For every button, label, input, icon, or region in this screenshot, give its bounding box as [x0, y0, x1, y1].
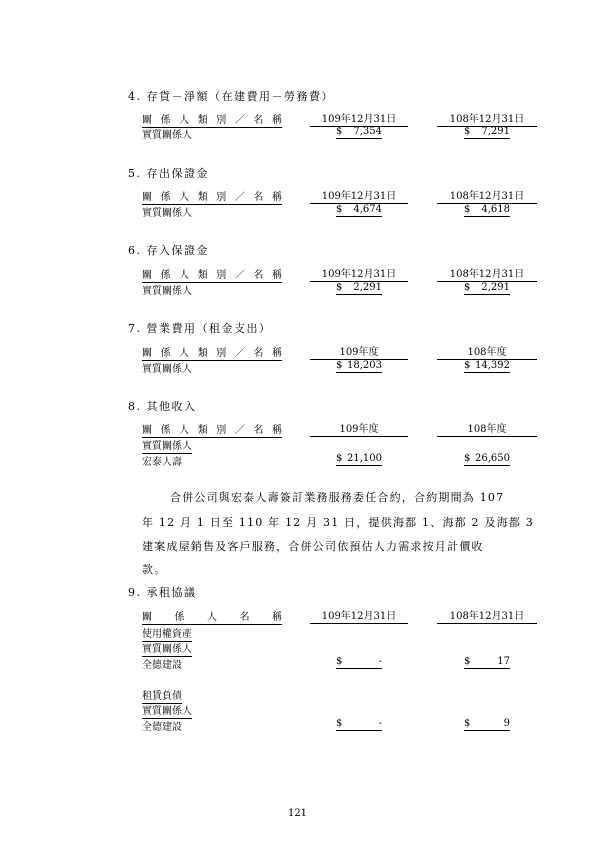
- currency-symbol: $: [464, 453, 471, 464]
- section-9-rou-value-1: [336, 656, 382, 669]
- section-9-header-label: 關係人名稱: [142, 608, 282, 625]
- section-8-paragraph-line-2: 年 12 月 1 日至 110 年 12 月 31 日，提供海都 1、海都 2 及海都 3: [142, 516, 534, 529]
- section-8-paragraph-line-1: 合併公司與宏泰人壽簽訂業務服務委任合約，合約期間為 107: [170, 491, 505, 504]
- currency-symbol: $: [336, 204, 343, 215]
- section-9-rou-row-label: 全德建設: [142, 660, 182, 671]
- section-5-value-2: [464, 204, 510, 217]
- section-4-value-2: [464, 126, 510, 139]
- section-9-rou-group-label: 實質關係人: [142, 640, 192, 657]
- section-7-value-2: [464, 360, 510, 373]
- section-6-col1-header: 109年12月31日: [310, 265, 408, 282]
- section-9-title: 9. 承租協議: [128, 586, 197, 599]
- section-9-lease-group-label: 實質關係人: [142, 702, 192, 719]
- section-5-col2-header: 108年12月31日: [437, 187, 537, 204]
- amount: -: [378, 718, 382, 729]
- section-4-col2-header: 108年12月31日: [437, 110, 537, 127]
- section-6-row-label: 實質關係人: [142, 286, 192, 297]
- section-8-title: 8. 其他收入: [128, 400, 197, 413]
- page-number: 121: [287, 808, 308, 819]
- currency-symbol: $: [464, 360, 471, 371]
- amount: 21,100: [347, 453, 382, 464]
- section-9-rou-value-2: [464, 656, 510, 669]
- currency-symbol: $: [336, 453, 343, 464]
- amount: 2,291: [353, 282, 382, 293]
- amount: 17: [497, 656, 510, 667]
- amount: 18,203: [347, 360, 382, 371]
- section-8-col2-header: 108年度: [437, 420, 537, 437]
- section-6-value-1: [336, 282, 382, 295]
- currency-symbol: $: [464, 282, 471, 293]
- section-8-col1-header: 109年度: [310, 420, 408, 437]
- amount: 7,291: [481, 126, 510, 137]
- currency-symbol: $: [336, 282, 343, 293]
- amount: -: [378, 656, 382, 667]
- section-5-header-label: 關係人類別／名稱: [142, 188, 282, 205]
- section-4-value-1: [336, 126, 382, 139]
- amount: 4,674: [353, 204, 382, 215]
- section-4-title: 4. 存貨－淨額（在建費用－勞務費）: [128, 90, 334, 103]
- amount: 9: [503, 718, 510, 729]
- section-4-col1-header: 109年12月31日: [310, 110, 408, 127]
- section-6-header-label: 關係人類別／名稱: [142, 266, 282, 283]
- section-9-col1-header: 109年12月31日: [310, 607, 408, 624]
- currency-symbol: $: [336, 360, 343, 371]
- section-7-title: 7. 營業費用（租金支出）: [128, 322, 272, 335]
- section-9-col2-header: 108年12月31日: [437, 607, 537, 624]
- amount: 26,650: [475, 453, 510, 464]
- currency-symbol: $: [464, 718, 471, 729]
- section-8-paragraph-line-3: 建案成屋銷售及客戶服務，合併公司依預估人力需求按月計價收: [142, 540, 484, 553]
- currency-symbol: $: [336, 126, 343, 137]
- section-5-row-label: 實質關係人: [142, 208, 192, 219]
- amount: 4,618: [481, 204, 510, 215]
- section-5-value-1: [336, 204, 382, 217]
- currency-symbol: $: [464, 204, 471, 215]
- section-6-value-2: [464, 282, 510, 295]
- section-7-header-label: 關係人類別／名稱: [142, 344, 282, 361]
- section-4-row-label: 實質關係人: [142, 130, 192, 141]
- amount: 7,354: [353, 126, 382, 137]
- section-5-col1-header: 109年12月31日: [310, 187, 408, 204]
- section-7-row-label: 實質關係人: [142, 364, 192, 375]
- section-9-rou-label: 使用權資產: [142, 625, 192, 642]
- section-4-header-label: 關係人類別／名稱: [142, 111, 282, 128]
- section-6-title: 6. 存入保證金: [128, 244, 209, 257]
- currency-symbol: $: [464, 126, 471, 137]
- section-6-col2-header: 108年12月31日: [437, 265, 537, 282]
- section-8-paragraph-line-4: 款。: [142, 563, 167, 576]
- section-9-lease-value-2: [464, 718, 510, 731]
- currency-symbol: $: [336, 656, 343, 667]
- section-8-group-label: 實質關係人: [142, 437, 192, 454]
- section-8-row-label: 宏泰人壽: [142, 457, 182, 468]
- section-8-value-1: [336, 453, 382, 466]
- currency-symbol: $: [336, 718, 343, 729]
- section-9-lease-value-1: [336, 718, 382, 731]
- amount: 14,392: [475, 360, 510, 371]
- section-8-value-2: [464, 453, 510, 466]
- section-7-value-1: [336, 360, 382, 373]
- amount: 2,291: [481, 282, 510, 293]
- section-5-title: 5. 存出保證金: [128, 167, 209, 180]
- currency-symbol: $: [464, 656, 471, 667]
- section-9-lease-row-label: 全德建設: [142, 722, 182, 733]
- section-7-col2-header: 108年度: [437, 343, 537, 360]
- section-9-lease-label: 租賃負債: [142, 687, 182, 704]
- section-7-col1-header: 109年度: [310, 343, 408, 360]
- section-8-header-label: 關係人類別／名稱: [142, 421, 282, 438]
